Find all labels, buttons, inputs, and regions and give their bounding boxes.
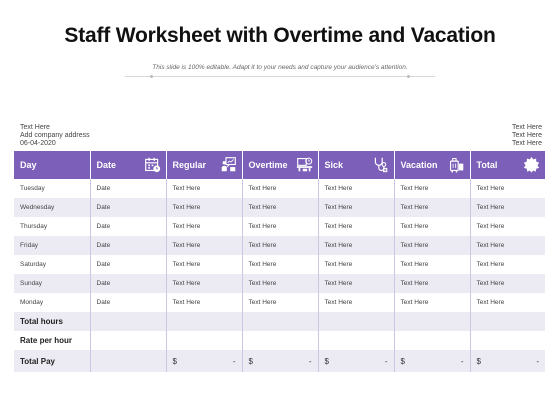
pay-cell-total: [470, 350, 545, 372]
table-cell: Text Here: [318, 179, 394, 198]
day-cell: Wednesday: [14, 198, 90, 217]
col-header-day: [14, 151, 90, 179]
table-cell: Text Here: [470, 198, 545, 217]
pay-cell-regular: [166, 350, 242, 372]
table-header-row: [14, 151, 545, 179]
table-cell: Text Here: [394, 274, 470, 293]
col-header-sick: [318, 151, 394, 179]
amount-dash: -: [384, 356, 388, 366]
col-header-vacation: [394, 151, 470, 179]
table-cell: Text Here: [470, 255, 545, 274]
table-cell: Text Here: [394, 236, 470, 255]
table-row: [14, 198, 545, 217]
date-cell: Date: [90, 274, 166, 293]
table-row: [14, 217, 545, 236]
col-header-total: [470, 151, 545, 179]
pay-cell-sick: [318, 350, 394, 372]
divider-dot: [150, 75, 153, 78]
date-cell: Date: [90, 293, 166, 312]
divider-dot: [407, 75, 410, 78]
total-hours-row: [14, 312, 545, 331]
col-header-date: [90, 151, 166, 179]
amount-dash: -: [232, 356, 236, 366]
table-cell: Text Here: [470, 293, 545, 312]
slide-title: Staff Worksheet with Overtime and Vacation: [64, 24, 496, 47]
table-cell: Text Here: [166, 198, 242, 217]
table-cell: Text Here: [318, 293, 394, 312]
info-line: Text Here: [512, 140, 542, 147]
info-line: Text Here: [512, 132, 542, 139]
col-label: Vacation: [400, 160, 438, 170]
company-address: Add company address: [20, 132, 90, 139]
table-row: [14, 236, 545, 255]
col-label: Date: [96, 160, 117, 170]
table-cell: Text Here: [242, 236, 318, 255]
currency-symbol: $: [476, 356, 481, 366]
rate-per-hour-label: Rate per hour: [14, 331, 90, 350]
luggage-icon: [448, 156, 465, 173]
amount-dash: -: [536, 356, 539, 366]
table-row: [14, 293, 545, 312]
presenter-chart-icon: [220, 156, 237, 173]
table-cell: Text Here: [394, 198, 470, 217]
col-label: Total: [476, 160, 498, 170]
table-row: [14, 179, 545, 198]
table-cell: Text Here: [166, 236, 242, 255]
table-cell: Text Here: [242, 217, 318, 236]
table-cell: [470, 312, 545, 331]
day-cell: Thursday: [14, 217, 90, 236]
table-cell: Text Here: [166, 217, 242, 236]
table-cell: Text Here: [242, 198, 318, 217]
table-cell: Text Here: [242, 293, 318, 312]
col-header-overtime: [242, 151, 318, 179]
table-cell: Text Here: [318, 217, 394, 236]
date-cell: Date: [90, 217, 166, 236]
table-cell: Text Here: [470, 236, 545, 255]
table-cell: Text Here: [318, 236, 394, 255]
table-cell: [90, 350, 166, 372]
col-label: Regular: [172, 160, 207, 170]
company-info: [20, 124, 90, 148]
table-row: [14, 255, 545, 274]
amount-dash: -: [460, 356, 464, 366]
table-cell: [166, 312, 242, 331]
table-cell: [242, 312, 318, 331]
pay-cell-vacation: [394, 350, 470, 372]
table-cell: [470, 331, 545, 350]
table-cell: [166, 331, 242, 350]
date-cell: Date: [90, 198, 166, 217]
table-cell: Text Here: [394, 255, 470, 274]
day-cell: Monday: [14, 293, 90, 312]
table-cell: Text Here: [394, 179, 470, 198]
currency-symbol: $: [400, 356, 405, 366]
date-cell: Date: [90, 236, 166, 255]
col-label: Overtime: [248, 160, 288, 170]
info-line: Text Here: [20, 124, 50, 131]
currency-symbol: $: [172, 356, 177, 366]
day-cell: Tuesday: [14, 179, 90, 198]
table-cell: [394, 312, 470, 331]
table-cell: [318, 312, 394, 331]
slide-subtitle: This slide is 100% editable. Adapt it to your needs and capture your audience's attention.: [152, 64, 408, 71]
pay-cell-overtime: [242, 350, 318, 372]
table-row: [14, 274, 545, 293]
table-cell: Text Here: [166, 274, 242, 293]
currency-symbol: $: [324, 356, 329, 366]
total-pay-row: [14, 350, 545, 372]
badge-icon: [523, 156, 540, 173]
day-cell: Sunday: [14, 274, 90, 293]
total-pay-label: Total Pay: [14, 350, 90, 372]
worksheet-table: [14, 151, 545, 372]
table-cell: [90, 331, 166, 350]
table-cell: Text Here: [470, 274, 545, 293]
table-cell: Text Here: [394, 217, 470, 236]
table-cell: Text Here: [318, 255, 394, 274]
col-label: Day: [20, 160, 37, 170]
stethoscope-icon: [372, 156, 389, 173]
table-cell: Text Here: [470, 179, 545, 198]
currency-symbol: $: [248, 356, 253, 366]
day-cell: Friday: [14, 236, 90, 255]
info-line: Text Here: [512, 124, 542, 131]
col-label: Sick: [324, 160, 344, 170]
date-cell: Date: [90, 179, 166, 198]
table-cell: Text Here: [470, 217, 545, 236]
table-cell: [318, 331, 394, 350]
table-cell: Text Here: [166, 255, 242, 274]
date-cell: Date: [90, 255, 166, 274]
col-header-regular: [166, 151, 242, 179]
table-cell: Text Here: [318, 274, 394, 293]
table-cell: Text Here: [242, 255, 318, 274]
total-hours-label: Total hours: [14, 312, 90, 331]
table-cell: Text Here: [242, 274, 318, 293]
calendar-icon: [144, 156, 161, 173]
table-cell: Text Here: [394, 293, 470, 312]
rate-per-hour-row: [14, 331, 545, 350]
subtitle-divider: [125, 76, 435, 77]
table-cell: Text Here: [242, 179, 318, 198]
table-cell: Text Here: [318, 198, 394, 217]
day-cell: Saturday: [14, 255, 90, 274]
table-cell: Text Here: [166, 179, 242, 198]
table-cell: Text Here: [166, 293, 242, 312]
desk-clock-icon: [296, 156, 313, 173]
info-date: 06-04-2020: [20, 140, 56, 147]
table-cell: [394, 331, 470, 350]
amount-dash: -: [308, 356, 312, 366]
table-cell: [242, 331, 318, 350]
right-info: [512, 124, 542, 148]
table-cell: [90, 312, 166, 331]
